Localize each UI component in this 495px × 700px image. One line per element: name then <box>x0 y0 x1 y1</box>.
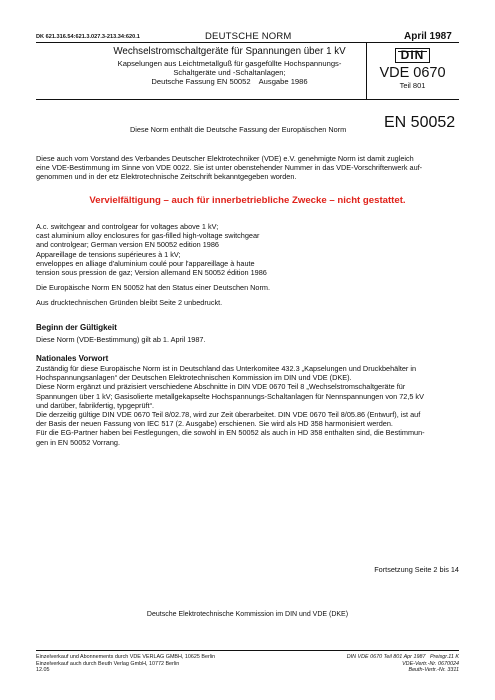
teil-number: Teil 801 <box>399 81 426 90</box>
en-note: Diese Norm enthält die Deutsche Fassung der Europäischen Norm <box>130 125 347 134</box>
deutsche-norm-label: DEUTSCHE NORM <box>205 31 292 42</box>
vde-number: VDE 0670 <box>379 65 446 81</box>
document-title: Wechselstromschaltgeräte für Spannungen über 1 kV <box>113 46 346 57</box>
subtitle-line: Schaltgeräte und -Schaltanlagen; <box>173 68 286 77</box>
text-line: Spannungen über 1 kV; Gasisolierte metallgekapselte Hochspannungs-Schaltanlagen für Nennspannungen von 72,5 kV <box>36 391 424 401</box>
intro-paragraph <box>36 154 459 182</box>
footer-line: VDE-Vertr.-Nr. 0670024 <box>402 660 459 667</box>
beginn-text: Diese Norm (VDE-Bestimmung) gilt ab 1. April 1987. <box>36 335 206 344</box>
text-line: der Basis der neuen Fassung von IEC 517 (2. Ausgabe) erschienen. Sie wird als HD 358 harmonisiert werden. <box>36 419 393 429</box>
technical-note: Aus drucktechnischen Gründen bleibt Seite 2 unbedruckt. <box>36 298 223 307</box>
footer-line: Einzelverkauf auch durch Beuth Verlag GmbH, 10772 Berlin <box>36 660 180 667</box>
copy-warning: Vervielfältigung – auch für innerbetriebliche Zwecke – nicht gestattet. <box>89 195 406 206</box>
din-box <box>366 42 459 90</box>
text-line: and controlgear; German version EN 50052 edition 1986 <box>36 240 219 250</box>
order-info <box>300 654 459 674</box>
text-line: A.c. switchgear and controlgear for voltages above 1 kV; <box>36 222 219 231</box>
text-line: Appareillage de tensions supérieures à 1 kV; <box>36 250 181 259</box>
status-text: Die Europäische Norm EN 50052 hat den Status einer Deutschen Norm. <box>36 283 271 292</box>
text-line: Diese auch vom Vorstand des Verbandes Deutscher Elektrotechniker (VDE) e.V. genehmigte Norm ist damit zugleich <box>36 154 414 163</box>
text-line: Die derzeitig gültige DIN VDE 0670 Teil 8/02.78, wird zur Zeit überarbeitet. DIN VDE 0670 Teil 8/05.86 (Entwurf), ist auf <box>36 410 421 420</box>
title-block <box>97 46 362 86</box>
dk-classification: DK 621.316.54:621.3.027.3-213.34:620.1 <box>36 34 140 40</box>
footer-line: Beuth-Vertr.-Nr. 3311 <box>408 667 459 674</box>
text-line: tension sous pression de gaz; Version allemand EN 50052 édition 1986 <box>36 268 267 278</box>
en-number: EN 50052 <box>384 114 456 131</box>
title-bottom-divider <box>36 99 459 100</box>
din-logo: DIN <box>395 48 431 63</box>
dke-commission: Deutsche Elektrotechnische Kommission im DIN und VDE (DKE) <box>146 611 349 618</box>
text-line: gen in EN 50052 Vorrang. <box>36 437 120 447</box>
footer-line: 12.05 <box>36 667 50 674</box>
issue-date: April 1987 <box>404 31 452 42</box>
text-line: eine VDE-Bestimmung im Sinne von VDE 0022. Sie ist unter obenstehender Nummer in das VDE-Vorschriftenwerk auf- <box>36 163 423 173</box>
vorwort-text <box>36 364 459 447</box>
english-title <box>36 222 459 250</box>
footer-line: Einzelverkauf und Abonnements durch VDE VERLAG GMBH, 10625 Berlin <box>36 654 216 660</box>
text-line: und darüber, fabrikfertig, typgeprüft“. <box>36 400 155 410</box>
text-line: cast aluminium alloy enclosures for gas-filled high-voltage switchgear <box>36 231 260 241</box>
sales-info <box>36 654 215 674</box>
footer-line: DIN VDE 0670 Teil 801 Apr 1987 Preisgr.11 K <box>346 654 459 660</box>
document-subtitle <box>97 59 362 86</box>
text-line: Diese Norm ergänzt und präzisiert verschiedene Abschnitte in DIN VDE 0670 Teil 8 „Wechselstromschaltgeräte für <box>36 382 406 392</box>
text-line: enveloppes en alliage d'aluminium coulé pour l'appareillage à haute <box>36 259 255 269</box>
text-line: Hochspannungsanlagen“ der Deutschen Elektrotechnischen Kommission im DIN und VDE (DKE). <box>36 373 352 383</box>
subtitle-line: Deutsche Fassung EN 50052 Ausgabe 1986 <box>151 77 308 86</box>
text-line: Zuständig für diese Europäische Norm ist in Deutschland das Unterkomitee 432.3 „Kapselungen und Druckbehälter in <box>36 364 417 373</box>
beginn-heading: Beginn der Gültigkeit <box>36 323 117 332</box>
french-title <box>36 250 459 278</box>
text-line: Für die EG-Partner haben bei Festlegungen, die sowohl in EN 50052 als auch in HD 358 enthalten sind, die Bestimmun- <box>36 428 425 438</box>
vorwort-heading: Nationales Vorwort <box>36 354 109 363</box>
text-line: genommen und in der etz Elektrotechnische Zeitschrift bekanntgegeben worden. <box>36 172 297 182</box>
footer-divider <box>36 650 459 651</box>
subtitle-line: Kapselungen aus Leichtmetallguß für gasgefüllte Hochspannungs- <box>117 59 342 68</box>
continuation-note: Fortsetzung Seite 2 bis 14 <box>374 565 459 574</box>
